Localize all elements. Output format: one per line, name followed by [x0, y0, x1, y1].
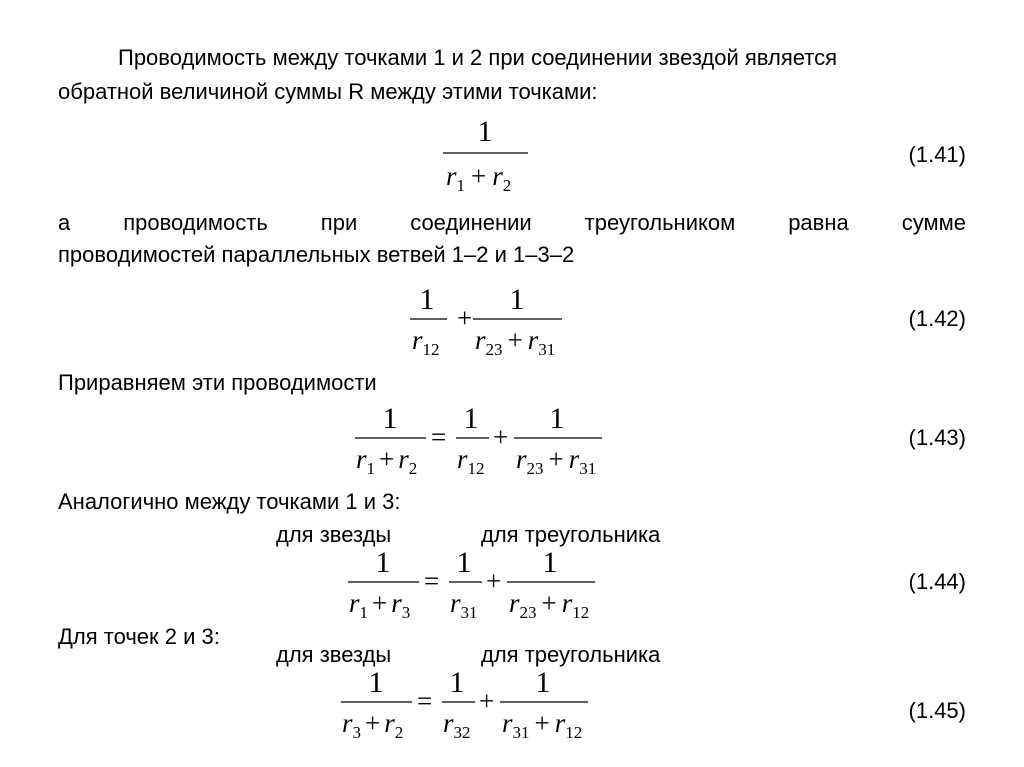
equation-number-1-44: (1.44)	[908, 569, 966, 594]
equation-1-45	[336, 664, 596, 744]
eq-1-44-term-2-numerator: 1	[456, 546, 472, 579]
equation-number-1-45: (1.45)	[908, 698, 966, 723]
plus-sign: +	[493, 422, 509, 452]
equation-1-41	[433, 113, 543, 193]
eq-1-43-term-3-denominator: $r_{23} + r_{31}$	[516, 444, 597, 478]
label-delta: для треугольника	[481, 642, 661, 667]
equation-number-1-41: (1.41)	[908, 142, 966, 167]
equation-1-44	[343, 544, 603, 624]
eq-1-42-term-1-denominator: $r_{12}$	[412, 325, 440, 359]
eq-1-43-term-1-denominator: $r_1 + r_2$	[356, 444, 418, 478]
paragraph-5: Для точек 2 и 3:	[58, 624, 220, 649]
equation-1-43	[350, 400, 610, 480]
word: соединении	[410, 210, 532, 235]
eq-1-45-term-3-numerator: 1	[535, 666, 551, 699]
label-delta: для треугольника	[481, 522, 661, 547]
eq-1-44-term-2-denominator: $r_{31}$	[450, 588, 478, 622]
equation-1-42	[405, 281, 575, 361]
label-star: для звезды	[276, 522, 392, 547]
eq-1-41-numerator: 1	[477, 115, 493, 148]
equation-number-1-43: (1.43)	[908, 425, 966, 450]
eq-1-43-term-2-numerator: 1	[463, 402, 479, 435]
word: при	[320, 210, 358, 235]
paragraph-4: Аналогично между точками 1 и 3:	[58, 489, 401, 514]
eq-1-44-term-1-numerator: 1	[375, 546, 391, 579]
plus-sign: +	[479, 686, 495, 716]
eq-1-44-term-1-denominator: $r_1 + r_3$	[349, 588, 411, 622]
paragraph-3: Приравняем эти проводимости	[58, 370, 377, 395]
plus-sign: +	[486, 566, 502, 596]
eq-1-44-term-3-numerator: 1	[542, 546, 558, 579]
paragraph-1-line-1: Проводимость между точками 1 и 2 при соединении звездой является	[118, 45, 837, 70]
eq-1-45-term-2-denominator: $r_{32}$	[443, 708, 471, 742]
eq-1-42-term-2-numerator: 1	[509, 283, 525, 316]
paragraph-2-line-2: проводимостей параллельных ветвей 1–2 и 1–3–2	[58, 242, 575, 267]
eq-1-42-term-2-denominator: $r_{23} + r_{31}$	[475, 325, 556, 359]
eq-1-45-term-1-denominator: $r_3 + r_2$	[342, 708, 404, 742]
eq-1-43-term-2-denominator: $r_{12}$	[457, 444, 485, 478]
eq-1-41-denominator: $r_1 + r_2$	[446, 161, 512, 195]
eq-1-43-term-3-numerator: 1	[549, 402, 565, 435]
equals-sign: =	[417, 686, 433, 716]
paragraph-1-line-2: обратной величиной суммы R между этими точками:	[58, 79, 598, 104]
eq-1-45-term-1-numerator: 1	[368, 666, 384, 699]
word: а	[58, 210, 71, 235]
word: равна	[788, 210, 849, 235]
eq-1-44-term-3-denominator: $r_{23} + r_{12}$	[509, 588, 590, 622]
label-star: для звезды	[276, 642, 392, 667]
eq-1-45-term-3-denominator: $r_{31} + r_{12}$	[502, 708, 583, 742]
equals-sign: =	[424, 566, 440, 596]
eq-1-43-term-1-numerator: 1	[382, 402, 398, 435]
word: треугольником	[584, 210, 736, 235]
word: проводимость	[123, 210, 268, 235]
eq-1-42-term-1-numerator: 1	[419, 283, 435, 316]
plus-sign: +	[457, 303, 473, 333]
equals-sign: =	[431, 422, 447, 452]
word: сумме	[901, 210, 966, 235]
equation-number-1-42: (1.42)	[908, 306, 966, 331]
paragraph-2-line-1	[58, 208, 966, 238]
eq-1-45-term-2-numerator: 1	[449, 666, 465, 699]
